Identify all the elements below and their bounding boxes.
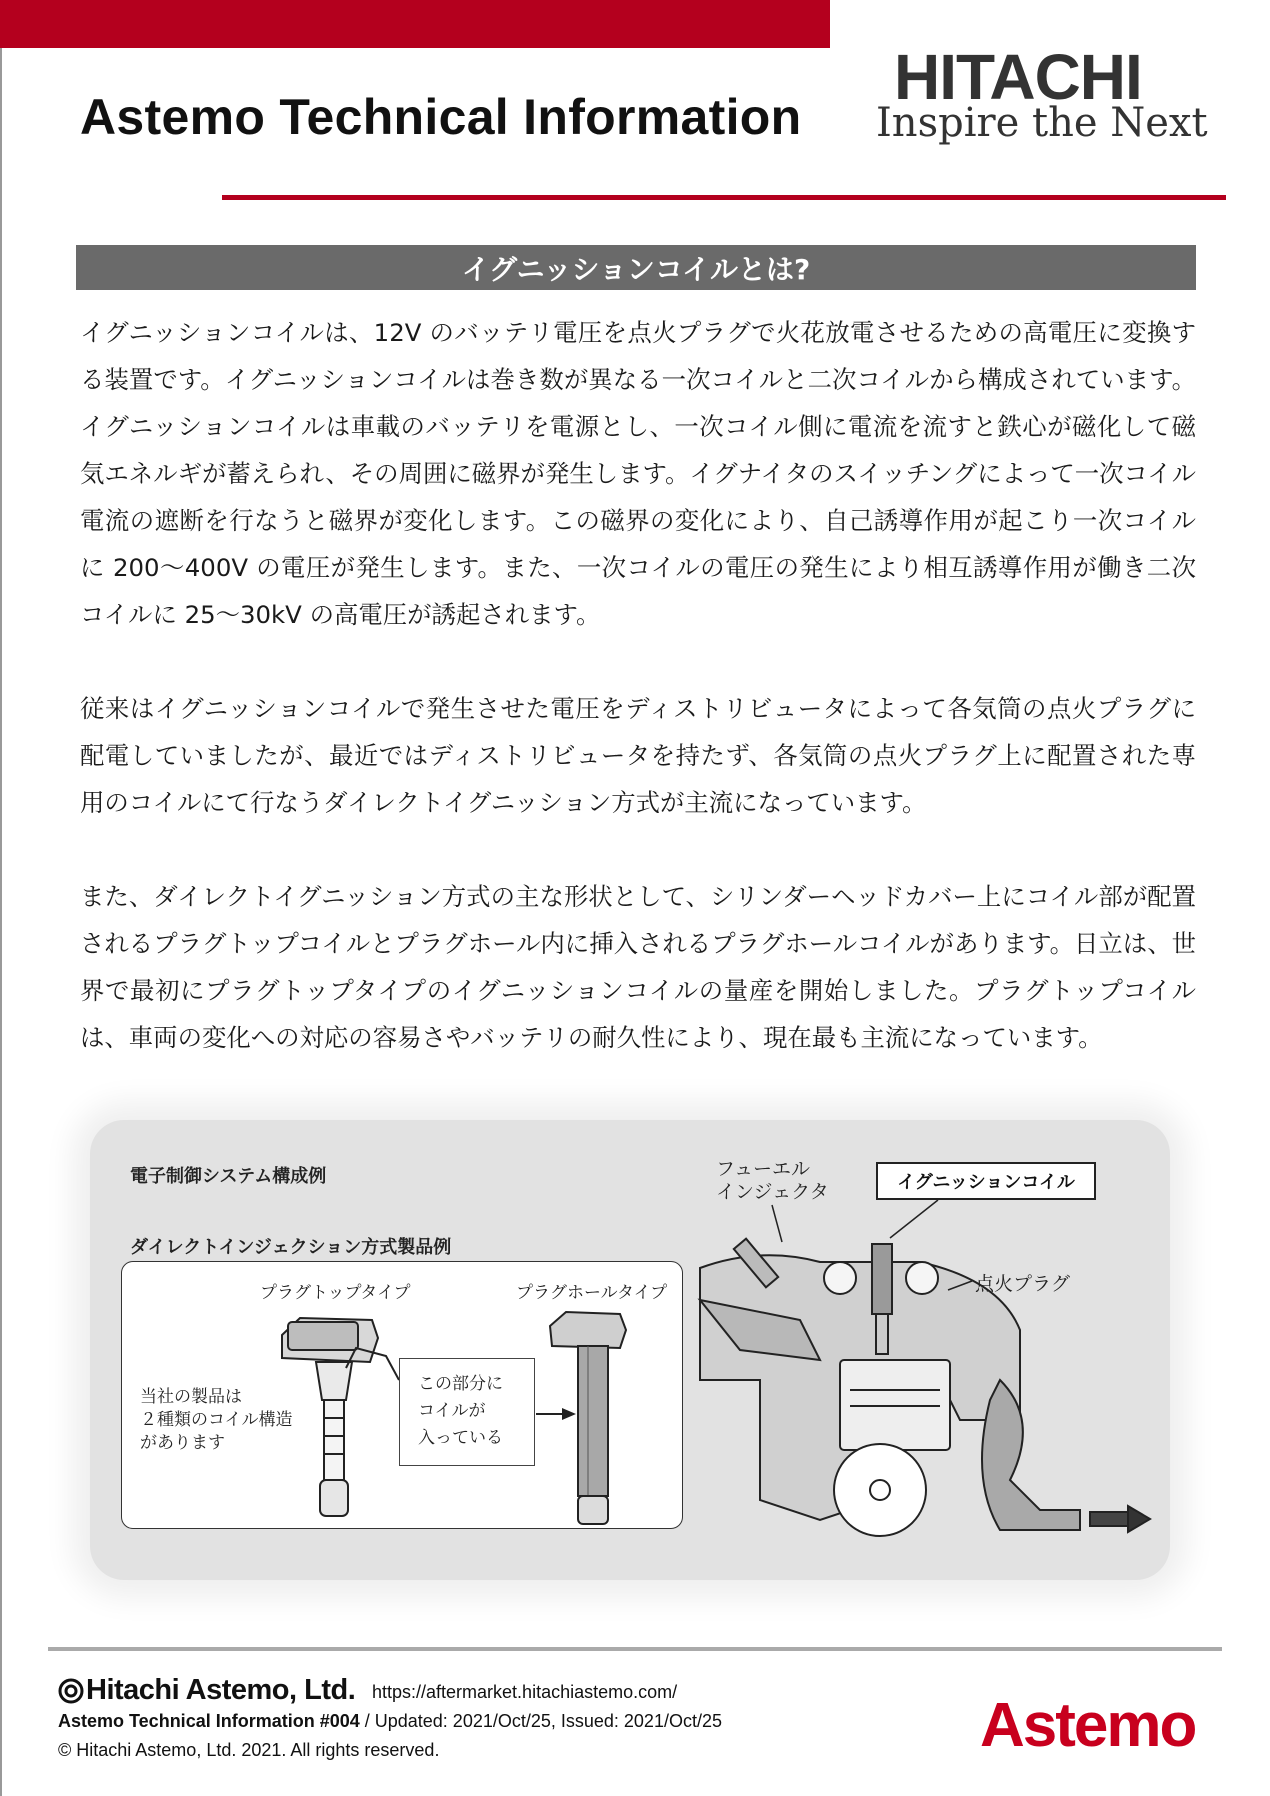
hitachi-astemo-emblem-icon <box>58 1678 84 1704</box>
plug-hole-type-label: プラグホールタイプ <box>516 1283 668 1303</box>
footer-doc-id: Astemo Technical Information #004 <box>58 1711 360 1731</box>
hitachi-tagline: Inspire the Next <box>876 100 1208 146</box>
footer-dates: / Updated: 2021/Oct/25, Issued: 2021/Oct/25 <box>359 1711 722 1731</box>
diagram-di-label: ダイレクトインジェクション方式製品例 <box>130 1237 452 1258</box>
plug-hole-coil-illustration <box>550 1312 626 1524</box>
coil-location-callout: この部分に コイルが 入っている <box>399 1358 535 1466</box>
hitachi-logo: HITACHI <box>894 41 1142 113</box>
diagram-system-label: 電子制御システム構成例 <box>130 1166 327 1187</box>
plug-top-coil-illustration <box>282 1318 378 1516</box>
fuel-injector-label: フューエル インジェクタ <box>716 1158 829 1203</box>
section-heading: イグニッションコイルとは? <box>461 252 811 286</box>
body-paragraph-2: 従来はイグニッションコイルで発生させた電圧をディストリビュータによって各気筒の点火プラグに配電していましたが、最近ではディストリビュータを持たず、各気筒の点火プラグ上に配置された専用のコイルにて行なうダイレクトイグニッション方式が主流になっています。 <box>80 694 1196 817</box>
footer-rule <box>48 1647 1222 1651</box>
two-types-note: 当社の製品は ２種類のコイル構造 があります <box>140 1387 293 1453</box>
footer-copyright: © Hitachi Astemo, Ltd. 2021. All rights reserved. <box>58 1740 440 1760</box>
astemo-logo: Astemo <box>980 1691 1196 1760</box>
body-paragraph-3: また、ダイレクトイグニッション方式の主な形状として、シリンダーヘッドカバー上にコイル部が配置されるプラグトップコイルとプラグホール内に挿入されるプラグホールコイルがあります。日立は、世界で最初にプラグトップタイプのイグニッションコイルの量産を開始しました。プラグトップコイルは、車両の変化への対応の容易さやバッテリの耐久性により、現在最も主流になっています。 <box>80 882 1196 1052</box>
body-paragraph-1: イグニッションコイルは、12V のバッテリ電圧を点火プラグで火花放電させるための高電圧に変換する装置です。イグニッションコイルは巻き数が異なる一次コイルと二次コイルから構成されています。イグニッションコイルは車載のバッテリを電源とし、一次コイル側に電流を流すと鉄心が磁化して磁気エネルギが蓄えられ、その周囲に磁界が発生します。イグナイタのスイッチングによって一次コイル電流の遮断を行なうと磁界が変化します。この磁界の変化により、自己誘導作用が起こり一次コイルに 200〜400V の電圧が発生します。また、一次コイルの電圧の発生により相互誘導作用が働き二次コイルに 25〜30kV の高電圧が誘起されます。 <box>80 318 1196 629</box>
footer-company-name: Hitachi Astemo, Ltd. <box>86 1674 356 1706</box>
engine-cross-section-illustration <box>700 1239 1150 1536</box>
footer-url[interactable]: https://aftermarket.hitachiastemo.com/ <box>372 1682 678 1702</box>
footer-document-info <box>58 1711 722 1732</box>
spark-plug-label: 点火プラグ <box>975 1273 1071 1295</box>
ignition-coil-label: イグニッションコイル <box>876 1162 1096 1200</box>
plug-top-type-label: プラグトップタイプ <box>260 1283 411 1303</box>
document-title: Astemo Technical Information <box>80 89 802 145</box>
